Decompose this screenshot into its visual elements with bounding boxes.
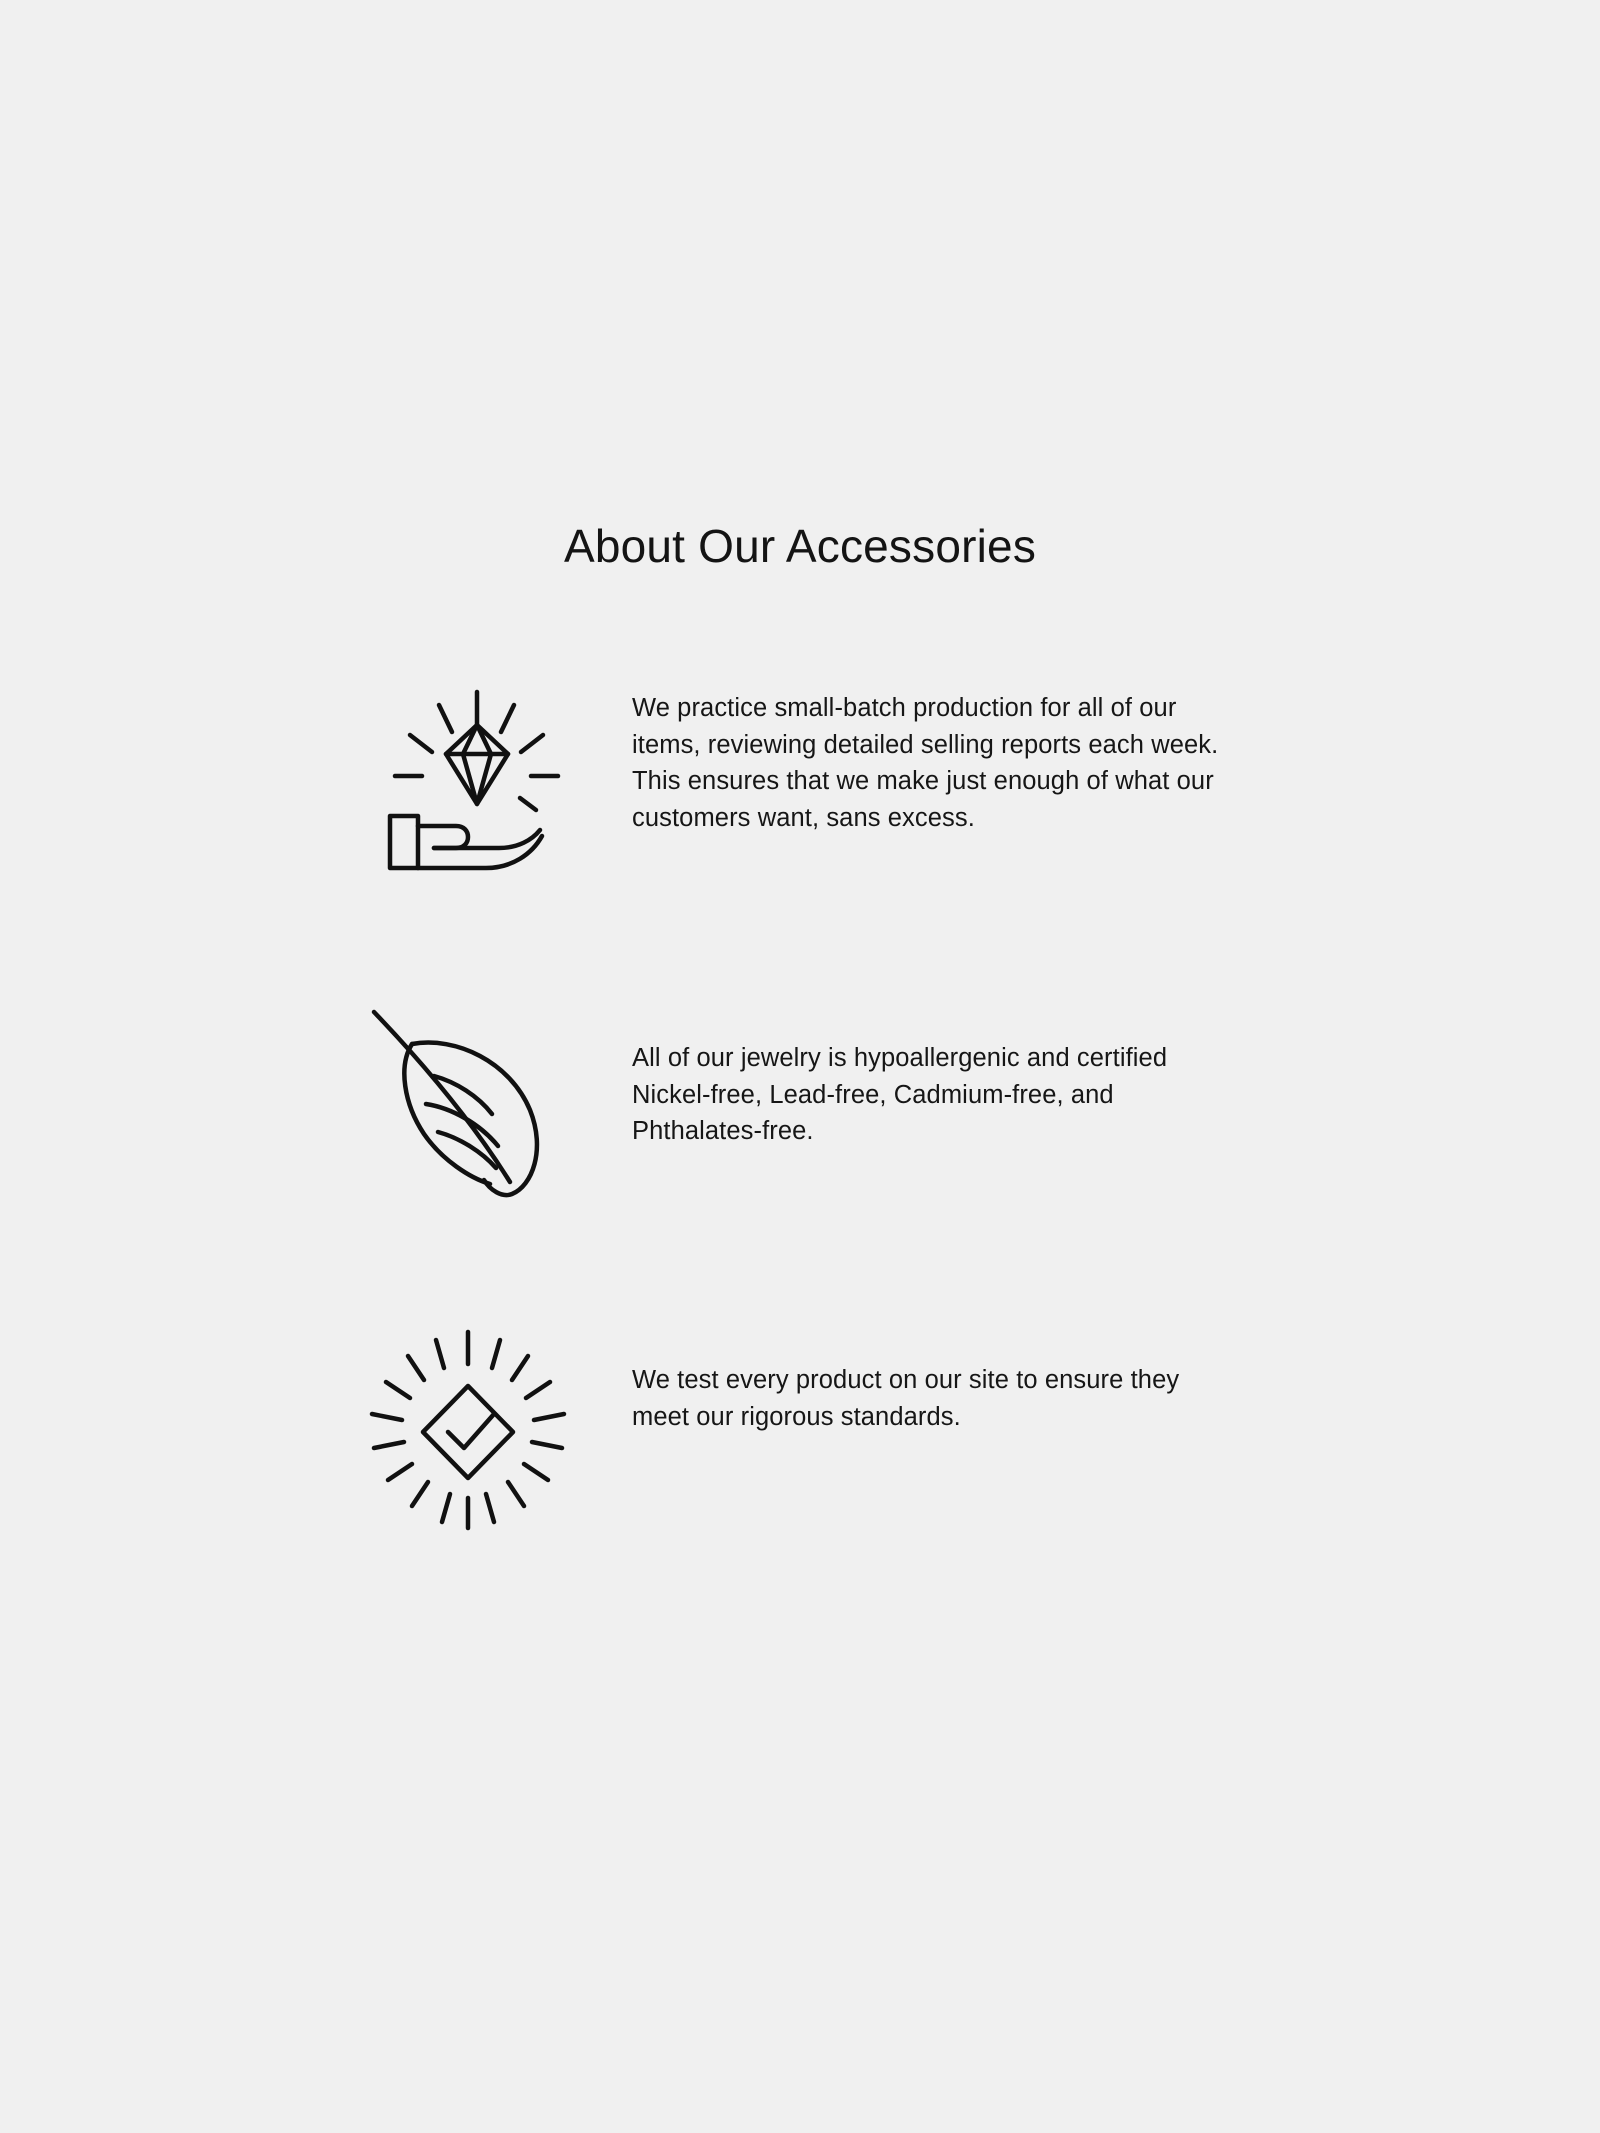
page-title: About Our Accessories (563, 519, 1037, 572)
list-item-text: We practice small-batch production for all of our items, reviewing detailed selling reports each week. This ensures that we make just enough of what our customers want, sans excess. (632, 694, 1219, 833)
feature-list (340, 660, 1260, 1620)
checkmark-burst-icon (340, 1300, 620, 1560)
list-item (340, 660, 1260, 920)
feather-icon (340, 980, 620, 1240)
list-item-text: We test every product on our site to ensure they meet our rigorous standards. (632, 1366, 1180, 1431)
list-item (340, 1300, 1260, 1560)
list-item-text: All of our jewelry is hypoallergenic and certified Nickel-free, Lead-free, Cadmium-free, and Phthalates-free. (632, 1044, 1168, 1146)
list-item (340, 980, 1260, 1240)
diamond-in-hand-icon (340, 660, 620, 920)
